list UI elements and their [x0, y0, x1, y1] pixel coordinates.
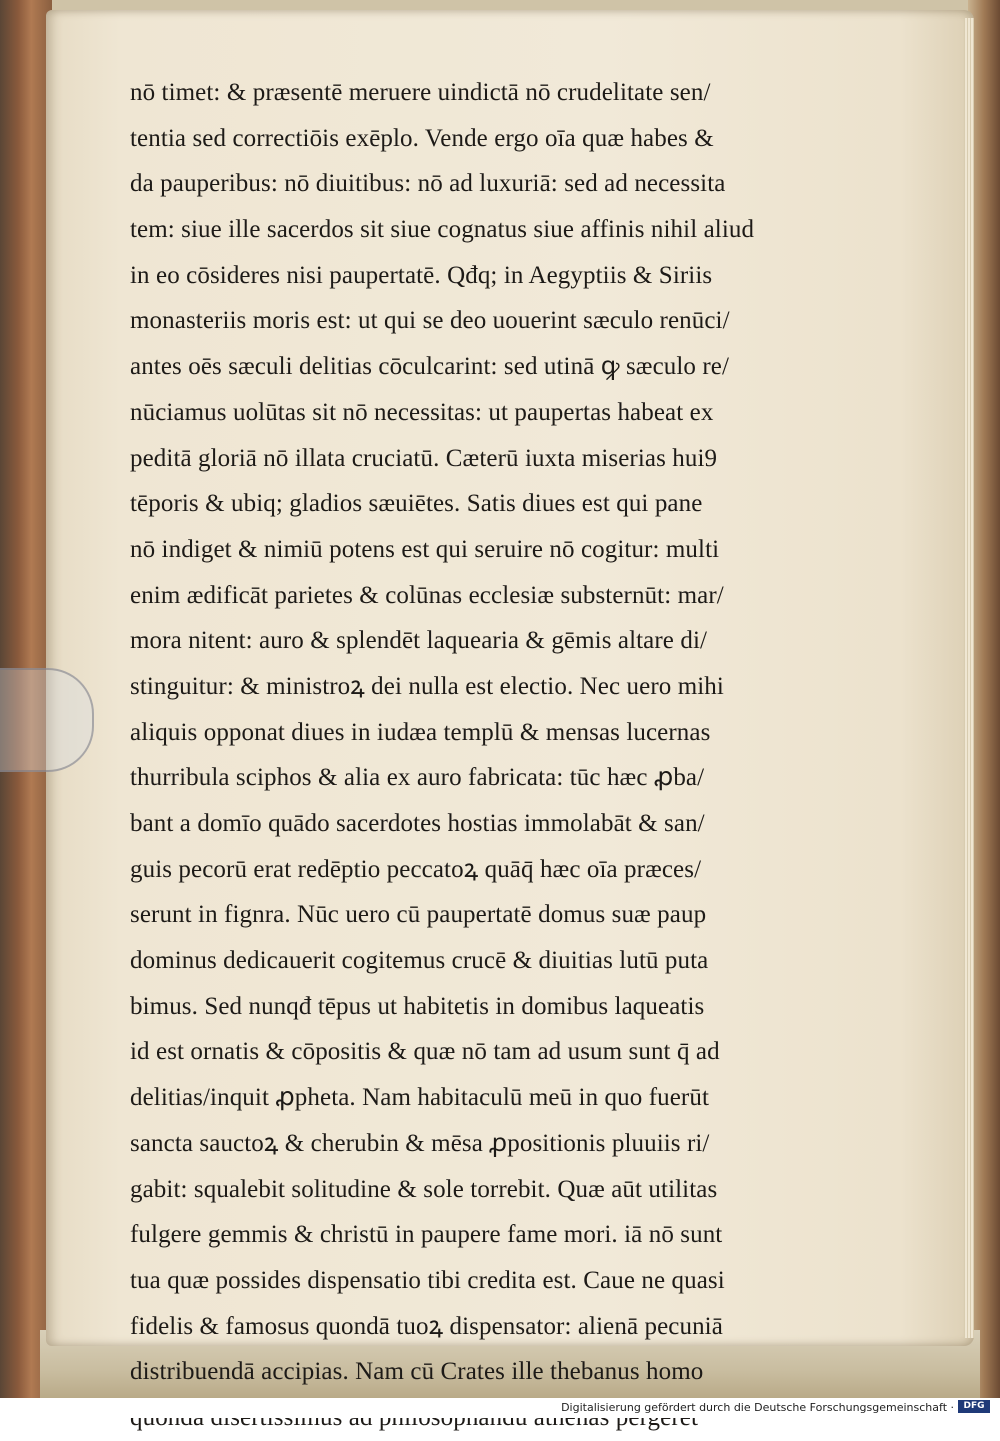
- text-line: nō indiget & nimiū potens est qui seruire nō cogitur: multi: [130, 535, 720, 563]
- text-line: nō timet: & præsentē meruere uindictā nō crudelitate sen/: [130, 79, 711, 106]
- text-line: antes oēs sæculi delitias cōculcarint: sed utinā ꝙ sæculo re/: [130, 353, 730, 381]
- text-line: peditā gloriā nō illata cruciatū. Cæterū iuxta miserias hui9: [130, 444, 718, 472]
- text-line: enim ædificāt parietes & colūnas ecclesiæ substernūt: mar/: [130, 581, 724, 609]
- text-line: serunt in fignra. Nūc uero cū paupertatē domus suæ paup: [130, 901, 707, 929]
- text-line: dominus dedicauerit cogitemus crucē & diuitias lutū puta: [130, 947, 709, 975]
- text-line: stinguitur: & ministroꝝ dei nulla est electio. Nec uero mihi: [130, 672, 724, 700]
- text-line: tentia sed correctiōis exēplo. Vende ergo oīa quæ habes &: [130, 124, 714, 152]
- funding-credit: Digitalisierung gefördert durch die Deutsche Forschungsgemeinschaft ·: [561, 1401, 954, 1414]
- text-line: bimus. Sed nunqđ tēpus ut habitetis in domibus laqueatis: [130, 992, 705, 1020]
- text-line: aliquis opponat diues in iudæa templū & mensas lucernas: [130, 718, 711, 746]
- text-line: mora nitent: auro & splendēt laquearia & gēmis altare di/: [130, 627, 708, 655]
- text-line: tua quæ possides dispensatio tibi credita est. Caue ne quasi: [130, 1266, 725, 1294]
- text-line: tem: siue ille sacerdos sit siue cognatus siue affinis nihil aliud: [130, 216, 755, 244]
- text-line: distribuendā accipias. Nam cū Crates ille thebanus homo: [130, 1358, 704, 1386]
- text-line: delitias/inquit ꝓpheta. Nam habitaculū meū in quo fuerūt: [130, 1084, 709, 1112]
- text-line: da pauperibus: nō diuitibus: nō ad luxuriā: sed ad necessita: [130, 170, 726, 198]
- text-line: bant a domīo quādo sacerdotes hostias immolabāt & san/: [130, 810, 705, 837]
- page-edges: [964, 18, 974, 1338]
- text-line: guis pecorū erat redēptio peccatoꝝ quāq̄ hæc oīa præces/: [130, 855, 702, 883]
- text-line: nūciamus uolūtas sit nō necessitas: ut paupertas habeat ex: [130, 398, 714, 426]
- dfg-logo: DFG: [958, 1400, 990, 1413]
- page-text: [130, 70, 882, 1441]
- text-line: id est ornatis & cōpositis & quæ nō tam ad usum sunt q̄ ad: [130, 1038, 720, 1066]
- text-line: monasteriis moris est: ut qui se deo uouerint sæculo renūci/: [130, 307, 730, 335]
- bookmark-clip: [0, 668, 94, 772]
- text-line: gabit: squalebit solitudine & sole torrebit. Quæ aūt utilitas: [130, 1175, 718, 1203]
- text-line: in eo cōsideres nisi paupertatē. Qđq; in Aegyptiis & Siriis: [130, 261, 713, 289]
- text-line: fulgere gemmis & christū in paupere fame mori. iā nō sunt: [130, 1221, 723, 1249]
- text-line: thurribula sciphos & alia ex auro fabricata: tūc hæc ꝓba/: [130, 764, 705, 792]
- text-line: tēporis & ubiq; gladios sæuiētes. Satis diues est qui pane: [130, 490, 703, 518]
- text-line: fidelis & famosus quondā tuoꝝ dispensator: alienā pecuniā: [130, 1312, 723, 1340]
- text-line: sancta sauctoꝝ & cherubin & mēsa ꝓpositionis pluuiis ri/: [130, 1129, 710, 1157]
